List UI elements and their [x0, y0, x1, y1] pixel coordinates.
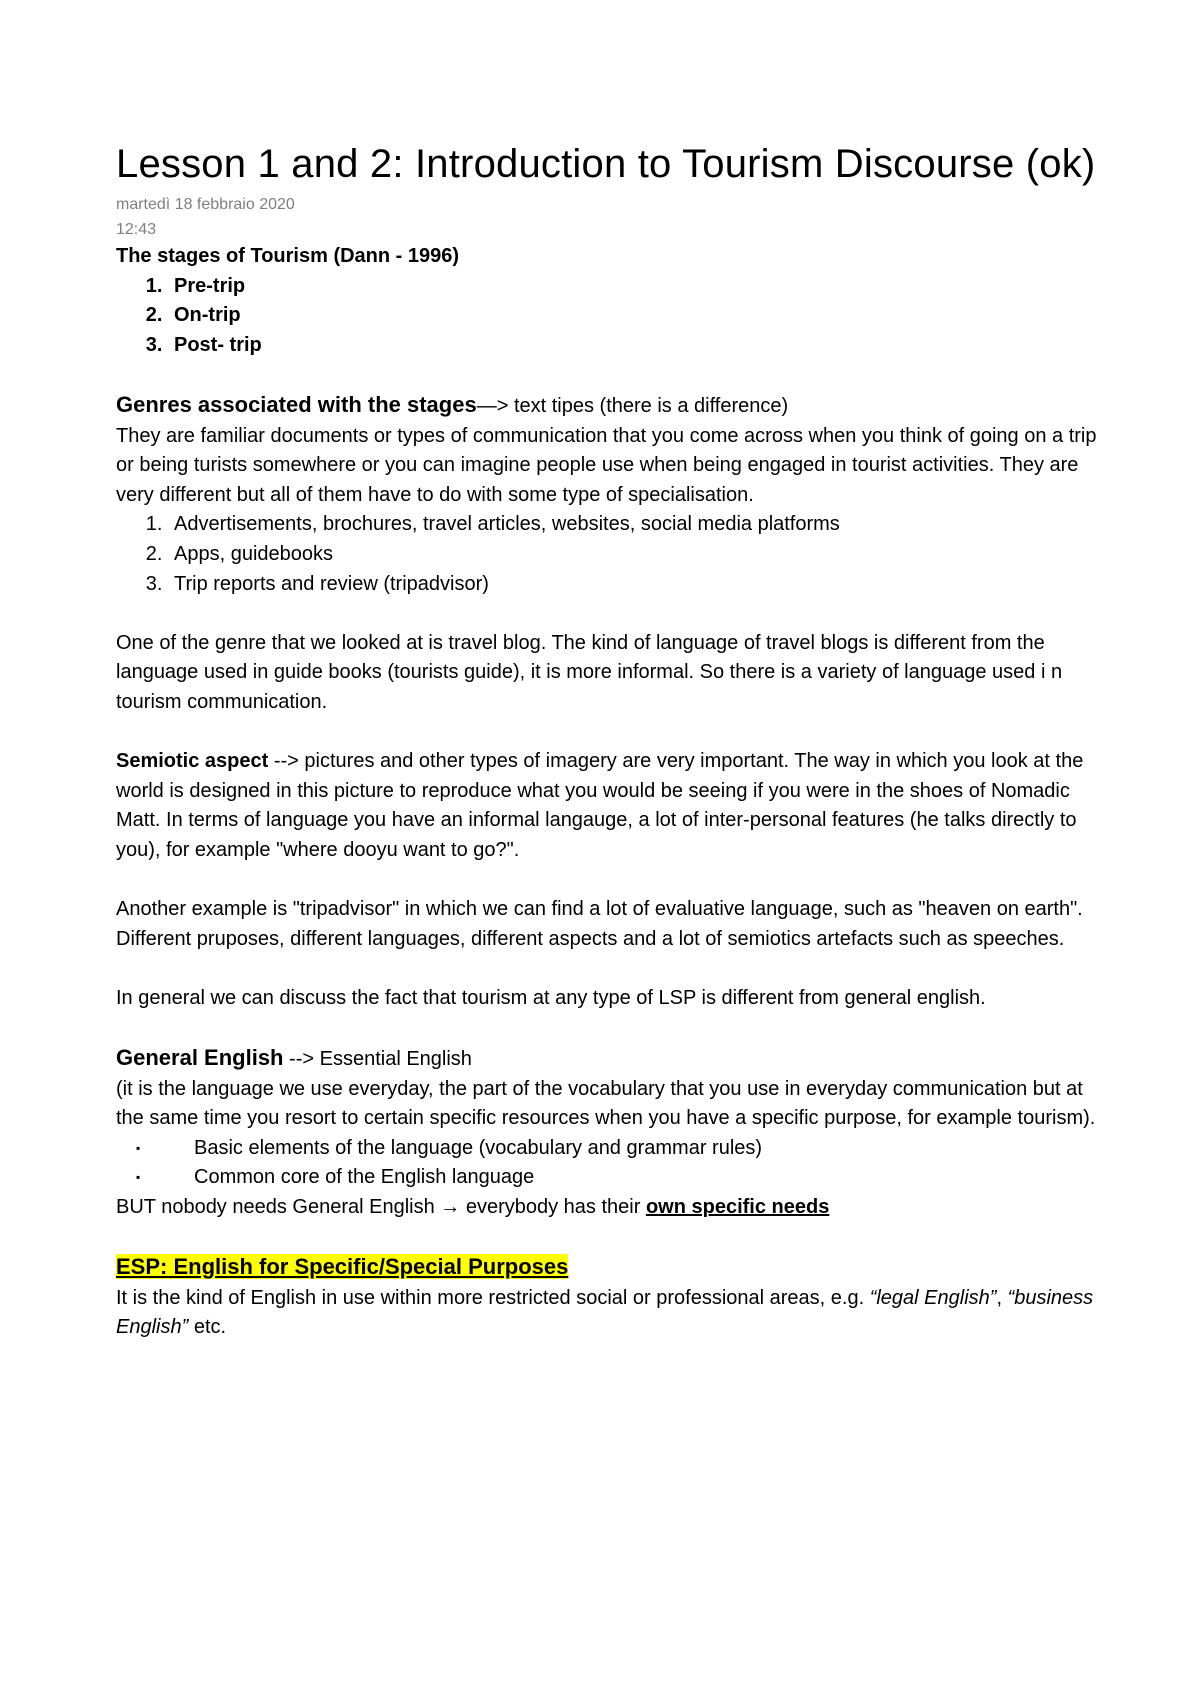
esp-body-end: etc.	[188, 1316, 227, 1339]
general-english-body: (it is the language we use everyday, the part of the vocabulary that you use in everyday communication but at the same time you resort to certain specific resources when you have a specific purpose, for example tourism).	[116, 1077, 1096, 1130]
document-page	[116, 140, 1106, 1343]
but-text: BUT nobody needs General English → everybody has their	[116, 1196, 646, 1218]
list-item	[116, 1163, 1106, 1193]
esp-example-legal: “legal English”	[869, 1286, 997, 1309]
specific-needs-emphasis: own specific needs	[645, 1196, 830, 1218]
purposes-paragraph: Different pruposes, different languages, different aspects and a lot of semiotics artefacts such as speeches.	[116, 927, 1065, 950]
note-time: 12:43	[116, 221, 157, 238]
square-bullet-icon: ▪	[136, 1140, 141, 1155]
general-english-heading-tail: --> Essential English	[283, 1048, 472, 1071]
list-item: 2. On-trip	[168, 301, 1106, 331]
genres-list	[116, 510, 1106, 599]
list-item	[116, 1134, 1106, 1164]
bullet-text: Basic elements of the language (vocabulary and grammar rules)	[194, 1136, 763, 1159]
esp-heading: ESP: English for Specific/Special Purposes	[116, 1254, 569, 1280]
specific-needs-line	[116, 1193, 1106, 1223]
list-item: 1. Pre-trip	[168, 272, 1106, 302]
esp-heading-line	[116, 1252, 1106, 1284]
genres-heading-tail: —> text tipes (there is a difference)	[476, 394, 789, 417]
blog-paragraph: One of the genre that we looked at is travel blog. The kind of language of travel blogs is different from the language used in guide books (tourists guide), it is more informal. So there is a variety of language used i n tourism communication.	[116, 631, 1063, 713]
genres-heading: Genres associated with the stages	[116, 391, 477, 417]
list-item: 3. Post- trip	[168, 331, 1106, 361]
genres-heading-line	[116, 390, 1106, 422]
general-english-bullets	[116, 1134, 1106, 1193]
esp-example-business: “business English”	[116, 1286, 1094, 1339]
square-bullet-icon: ▪	[136, 1170, 141, 1185]
bullet-text: Common core of the English language	[194, 1166, 535, 1189]
stages-list	[116, 272, 1106, 361]
semiotic-text: --> pictures and other types of imagery are very important. The way in which you look at the world is designed in this picture to reproduce what you would be seeing if you were in the shoes of Nomadic Matt. In terms of language you have an informal langauge, a lot of inter-personal features (he talks directly to you), for example "where dooyu want to go?".	[116, 750, 1084, 861]
list-item: 2. Apps, guidebooks	[168, 540, 1106, 570]
semiotic-label: Semiotic aspect	[116, 750, 269, 773]
tripadvisor-paragraph: Another example is "tripadvisor" in which we can find a lot of evaluative language, such as "heaven on earth".	[116, 898, 1083, 921]
esp-body	[116, 1284, 1106, 1343]
lsp-paragraph: In general we can discuss the fact that tourism at any type of LSP is different from general english.	[116, 986, 986, 1009]
page-title: Lesson 1 and 2: Introduction to Tourism Discourse (ok)	[116, 142, 1096, 186]
list-item: 3. Trip reports and review (tripadvisor)	[168, 570, 1106, 600]
genres-body: They are familiar documents or types of communication that you come across when you think of going on a trip or being turists somewhere or you can imagine people use when being engaged in tourist activities. They are very different but all of them have to do with some type of specialisation.	[116, 424, 1097, 506]
semiotic-paragraph	[116, 747, 1106, 865]
esp-separator: ,	[996, 1286, 1008, 1309]
esp-body-start: It is the kind of English in use within more restricted social or professional areas, e.g.	[116, 1286, 870, 1309]
note-date: martedì 18 febbraio 2020	[116, 196, 295, 213]
list-item: 1. Advertisements, brochures, travel articles, websites, social media platforms	[168, 510, 1106, 540]
general-english-heading-line	[116, 1043, 1106, 1075]
general-english-heading: General English	[116, 1045, 284, 1071]
stages-heading: The stages of Tourism (Dann - 1996)	[116, 245, 460, 267]
